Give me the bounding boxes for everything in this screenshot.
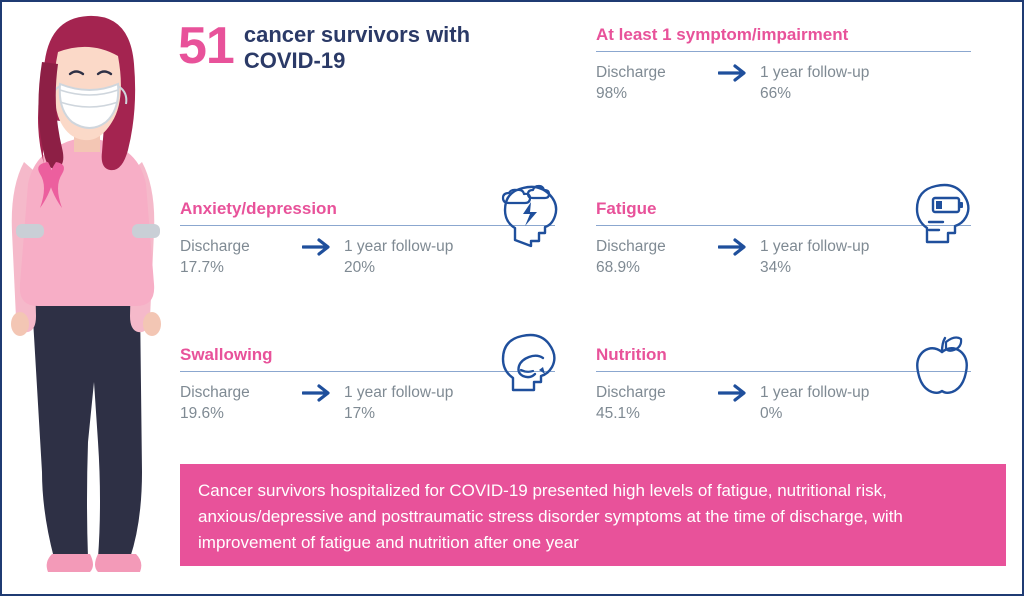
stat-title: Nutrition (596, 345, 667, 364)
arrow-icon (302, 236, 344, 256)
divider (596, 371, 971, 372)
conclusion-banner (180, 464, 1006, 566)
discharge-value: 45.1% (596, 405, 640, 422)
followup-column (760, 62, 930, 104)
discharge-column (180, 382, 302, 424)
head-storm-icon (495, 178, 565, 248)
stat-block-fatigue (596, 198, 971, 278)
arrow-icon (718, 382, 760, 402)
discharge-label: Discharge (596, 64, 666, 81)
stat-block-swallowing (180, 344, 555, 424)
head-throat-icon (495, 332, 565, 394)
discharge-value: 98% (596, 85, 628, 102)
followup-column (760, 382, 930, 424)
followup-value: 34% (760, 259, 792, 276)
stat-title: Anxiety/depression (180, 199, 337, 218)
followup-value: 66% (760, 85, 792, 102)
discharge-label: Discharge (180, 238, 250, 255)
followup-label: 1 year follow-up (344, 238, 454, 255)
stat-title: Swallowing (180, 345, 273, 364)
discharge-value: 68.9% (596, 259, 640, 276)
discharge-column (180, 236, 302, 278)
arrow-icon (302, 382, 344, 402)
followup-label: 1 year follow-up (760, 238, 870, 255)
apple-icon (907, 332, 977, 394)
followup-column (344, 382, 514, 424)
followup-value: 0% (760, 405, 783, 422)
stat-values-row (596, 62, 971, 104)
arrow-icon (718, 236, 760, 256)
followup-column (344, 236, 514, 278)
divider (596, 51, 971, 52)
discharge-column (596, 382, 718, 424)
divider (180, 225, 555, 226)
followup-value: 17% (344, 405, 376, 422)
woman-illustration (2, 2, 182, 594)
discharge-label: Discharge (596, 384, 666, 401)
discharge-column (596, 236, 718, 278)
headline (178, 17, 504, 75)
stat-block-nutrition (596, 344, 971, 424)
discharge-label: Discharge (596, 238, 666, 255)
arrow-icon (718, 62, 760, 82)
stat-title: Fatigue (596, 199, 657, 218)
discharge-value: 17.7% (180, 259, 224, 276)
stat-title: At least 1 symptom/impairment (596, 25, 849, 44)
conclusion-text: Cancer survivors hospitalized for COVID-19 presented high levels of fatigue, nutritional risk, anxious/depressive and posttraumatic stress disorder symptoms at the time of discharge, with improvement of fatigue and nutrition after one year (198, 481, 903, 552)
divider (180, 371, 555, 372)
followup-label: 1 year follow-up (760, 64, 870, 81)
stat-block-anxiety-depression (180, 198, 555, 278)
discharge-column (596, 62, 718, 104)
survivor-count: 51 (178, 17, 234, 75)
followup-column (760, 236, 930, 278)
headline-text: cancer survivors with COVID-19 (243, 22, 471, 73)
stat-block-at-least-1-symptom (596, 24, 971, 104)
divider (596, 225, 971, 226)
followup-label: 1 year follow-up (344, 384, 454, 401)
discharge-value: 19.6% (180, 405, 224, 422)
head-battery-icon (909, 178, 979, 248)
discharge-label: Discharge (180, 384, 250, 401)
followup-value: 20% (344, 259, 376, 276)
followup-label: 1 year follow-up (760, 384, 870, 401)
